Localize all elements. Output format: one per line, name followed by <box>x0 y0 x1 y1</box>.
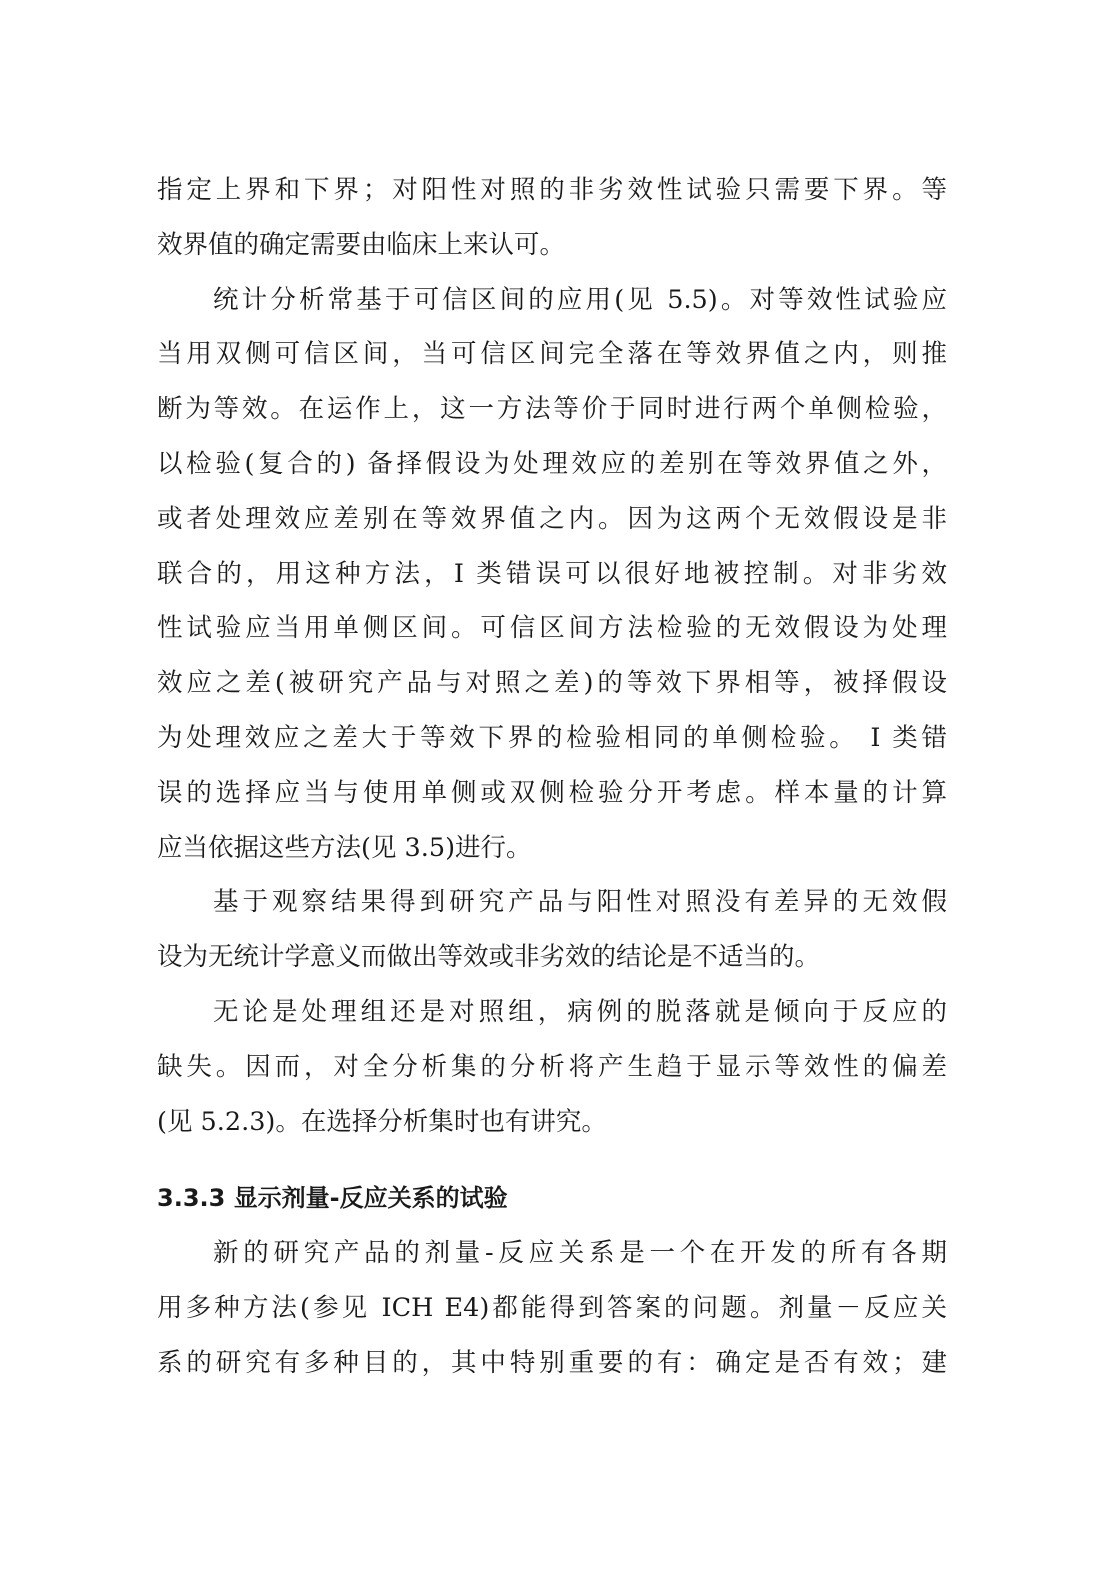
text-line: 应当依据这些方法(见 3.5)进行。 <box>157 832 532 863</box>
section-paragraph <box>157 1226 947 1390</box>
text-line: 效应之差(被研究产品与对照之差)的等效下界相等，被择假设 <box>157 668 947 699</box>
text-line: 为处理效应之差大于等效下界的检验相同的单侧检验。 I 类错 <box>157 722 947 753</box>
section-heading: 3.3.3 显示剂量-反应关系的试验 <box>157 1184 508 1213</box>
paragraph-3 <box>157 875 947 985</box>
text-line: 性试验应当用单侧区间。可信区间方法检验的无效假设为处理 <box>157 613 947 644</box>
paragraph-1 <box>157 163 947 273</box>
text-line: 无论是处理组还是对照组，病例的脱落就是倾向于反应的 <box>213 996 947 1027</box>
text-line: 以检验(复合的) 备择假设为处理效应的差别在等效界值之外， <box>157 448 947 479</box>
text-line: 当用双侧可信区间，当可信区间完全落在等效界值之内，则推 <box>157 339 947 370</box>
text-line: 缺失。因而，对全分析集的分析将产生趋于显示等效性的偏差 <box>157 1051 947 1082</box>
text-line: 指定上界和下界；对阳性对照的非劣效性试验只需要下界。等 <box>157 175 947 205</box>
text-line: 统计分析常基于可信区间的应用(见 5.5)。对等效性试验应 <box>213 284 947 315</box>
paragraph-4 <box>157 985 947 1149</box>
text-line: (见 5.2.3)。在选择分析集时也有讲究。 <box>157 1106 607 1137</box>
text-line: 联合的，用这种方法，I 类错误可以很好地被控制。对非劣效 <box>157 558 947 589</box>
text-line: 断为等效。在运作上，这一方法等价于同时进行两个单侧检验， <box>157 394 947 425</box>
text-line: 效界值的确定需要由临床上来认可。 <box>157 229 566 260</box>
text-line: 用多种方法(参见 ICH E4)都能得到答案的问题。剂量－反应关 <box>157 1292 947 1323</box>
text-line: 误的选择应当与使用单侧或双侧检验分开考虑。样本量的计算 <box>157 777 947 808</box>
text-line: 或者处理效应差别在等效界值之内。因为这两个无效假设是非 <box>157 503 947 534</box>
text-line: 系的研究有多种目的，其中特别重要的有：确定是否有效；建 <box>157 1347 947 1378</box>
text-line: 新的研究产品的剂量-反应关系是一个在开发的所有各期 <box>213 1238 947 1269</box>
text-line: 设为无统计学意义而做出等效或非劣效的结论是不适当的。 <box>157 942 821 973</box>
document-page <box>157 163 947 1391</box>
text-line: 基于观察结果得到研究产品与阳性对照没有差异的无效假 <box>213 887 947 918</box>
paragraph-2 <box>157 273 947 876</box>
